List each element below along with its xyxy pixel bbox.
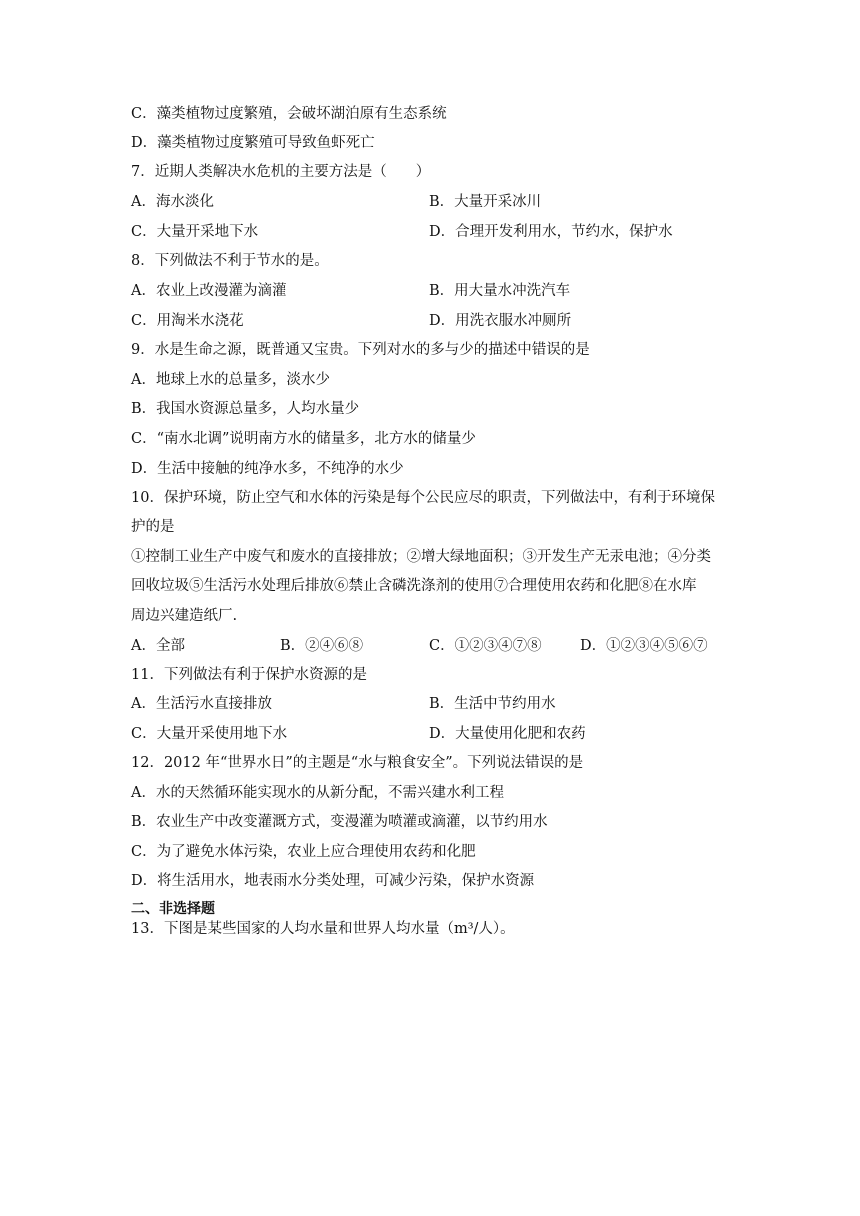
q12-option-d: D．将生活用水，地表雨水分类处理，可减少污染，保护水资源 bbox=[131, 873, 535, 889]
q10-option-d: D．①②③④⑤⑥⑦ bbox=[580, 638, 708, 654]
q8-option-a: A．农业上改漫灌为滴灌 bbox=[131, 283, 287, 299]
q9-option-d: D．生活中接触的纯净水多，不纯净的水少 bbox=[131, 461, 404, 477]
q7-stem: 7．近期人类解决水危机的主要方法是（ ） bbox=[131, 164, 431, 180]
q10-stem-line1: 10．保护环境，防止空气和水体的污染是每个公民应尽的职责，下列做法中，有利于环境保 bbox=[131, 490, 715, 506]
q10-body-line3: 周边兴建造纸厂. bbox=[131, 608, 238, 624]
q10-option-c: C．①②③④⑦⑧ bbox=[429, 638, 542, 654]
q9-option-a: A．地球上水的总量多，淡水少 bbox=[131, 372, 330, 388]
q7-option-d: D．合理开发利用水，节约水，保护水 bbox=[429, 224, 673, 240]
q12-option-a: A．水的天然循环能实现水的从新分配，不需兴建水利工程 bbox=[131, 785, 504, 801]
q11-option-d: D．大量使用化肥和农药 bbox=[429, 726, 586, 742]
q8-option-b: B．用大量水冲洗汽车 bbox=[429, 283, 571, 299]
q10-body-line2: 回收垃圾⑤生活污水处理后排放⑥禁止含磷洗涤剂的使用⑦合理使用农药和化肥⑧在水库 bbox=[131, 578, 697, 594]
q12-option-b: B．农业生产中改变灌溉方式，变漫灌为喷灌或滴灌，以节约用水 bbox=[131, 814, 548, 830]
q11-option-c: C．大量开采使用地下水 bbox=[131, 726, 288, 742]
q10-stem-line2: 护的是 bbox=[131, 519, 175, 535]
q10-option-a: A．全部 bbox=[131, 638, 185, 654]
q10-body-line1: ①控制工业生产中废气和废水的直接排放；②增大绿地面积；③开发生产无汞电池；④分类 bbox=[131, 549, 711, 565]
q11-option-a: A．生活污水直接排放 bbox=[131, 696, 272, 712]
q13-stem: 13．下图是某些国家的人均水量和世界人均水量（m³/人）。 bbox=[131, 921, 515, 937]
q11-option-b: B．生活中节约用水 bbox=[429, 696, 556, 712]
q12-stem: 12．2012 年“世界水日”的主题是“水与粮食安全”。下列说法错误的是 bbox=[131, 755, 584, 771]
q9-option-c: C．“南水北调”说明南方水的储量多，北方水的储量少 bbox=[131, 431, 476, 447]
q7-option-c: C．大量开采地下水 bbox=[131, 224, 259, 240]
section-title-non-choice: 二、非选择题 bbox=[131, 901, 215, 917]
q6-option-d: D．藻类植物过度繁殖可导致鱼虾死亡 bbox=[131, 135, 375, 151]
q8-option-d: D．用洗衣服水冲厕所 bbox=[429, 313, 572, 329]
q10-option-b: B．②④⑥⑧ bbox=[280, 638, 364, 654]
q6-option-c: C．藻类植物过度繁殖，会破坏湖泊原有生态系统 bbox=[131, 106, 447, 122]
q8-option-c: C．用淘米水浇花 bbox=[131, 313, 244, 329]
q8-stem: 8．下列做法不利于节水的是。 bbox=[131, 253, 329, 269]
q9-option-b: B．我国水资源总量多，人均水量少 bbox=[131, 401, 360, 417]
q11-stem: 11．下列做法有利于保护水资源的是 bbox=[131, 667, 367, 683]
q7-option-b: B．大量开采冰川 bbox=[429, 194, 542, 210]
q12-option-c: C．为了避免水体污染，农业上应合理使用农药和化肥 bbox=[131, 844, 476, 860]
q7-option-a: A．海水淡化 bbox=[131, 194, 214, 210]
q9-stem: 9．水是生命之源，既普通又宝贵。下列对水的多与少的描述中错误的是 bbox=[131, 342, 590, 358]
